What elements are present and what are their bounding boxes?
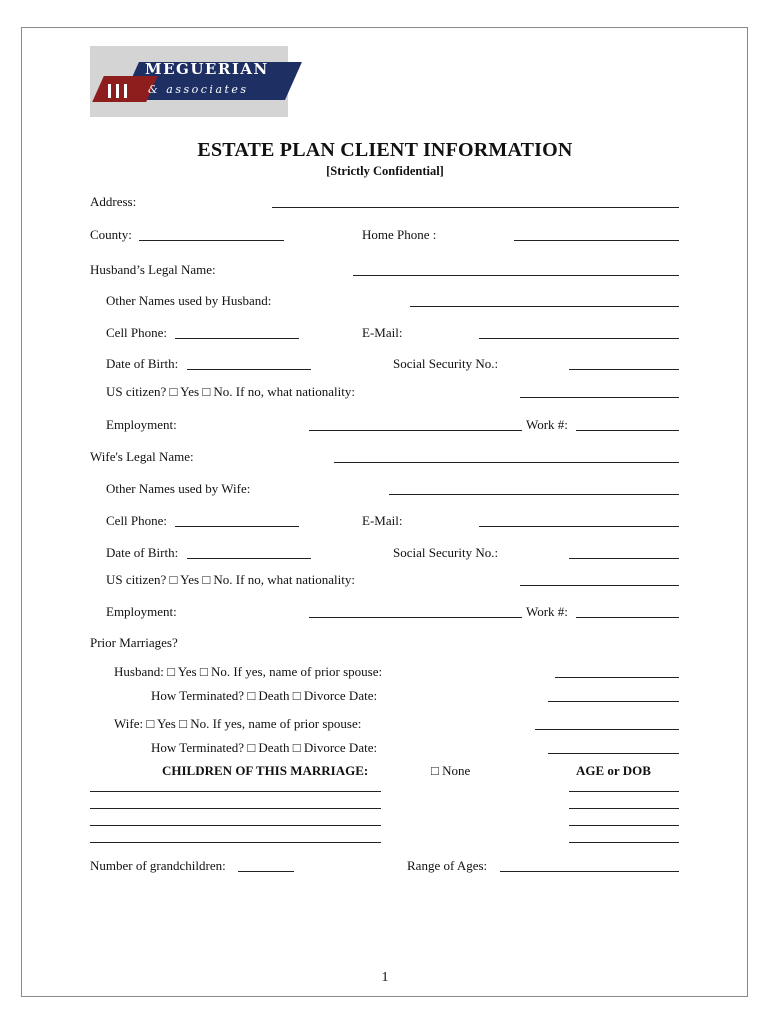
wife-other-names-field[interactable]	[389, 494, 679, 495]
wife-employment-field[interactable]	[309, 617, 522, 618]
husband-work-field[interactable]	[576, 430, 679, 431]
wife-terminated-label[interactable]: How Terminated? □ Death □ Divorce Date:	[151, 740, 378, 755]
logo-name: MEGUERIAN	[145, 60, 269, 78]
husband-legal-name-label: Husband’s Legal Name:	[90, 262, 216, 277]
grandchildren-label: Number of grandchildren:	[90, 858, 226, 873]
wife-other-names-label: Other Names used by Wife:	[106, 481, 251, 496]
child-name-field[interactable]	[90, 791, 381, 792]
wife-citizen-label[interactable]: US citizen? □ Yes □ No. If no, what nationality:	[106, 572, 355, 587]
children-none-checkbox[interactable]: □ None	[431, 763, 471, 778]
child-age-field[interactable]	[569, 842, 679, 843]
husband-ssn-label: Social Security No.:	[393, 356, 499, 371]
wife-work-label: Work #:	[526, 604, 568, 619]
form-subtitle: [Strictly Confidential]	[326, 164, 444, 178]
logo-column	[124, 84, 127, 98]
husband-dob-label: Date of Birth:	[106, 356, 179, 371]
child-name-field[interactable]	[90, 808, 381, 809]
address-label: Address:	[90, 194, 137, 209]
husband-dob-field[interactable]	[187, 369, 311, 370]
address-field[interactable]	[272, 207, 679, 208]
husband-other-names-label: Other Names used by Husband:	[106, 293, 272, 308]
wife-dob-field[interactable]	[187, 558, 311, 559]
county-field[interactable]	[139, 240, 284, 241]
logo-column	[116, 84, 119, 98]
wife-legal-name-field[interactable]	[334, 462, 679, 463]
wife-work-field[interactable]	[576, 617, 679, 618]
wife-prior-spouse-field[interactable]	[535, 729, 679, 730]
child-age-field[interactable]	[569, 791, 679, 792]
husband-other-names-field[interactable]	[410, 306, 679, 307]
wife-cell-label: Cell Phone:	[106, 513, 168, 528]
page-number: 1	[381, 970, 389, 985]
range-of-ages-label: Range of Ages:	[407, 858, 488, 873]
child-name-field[interactable]	[90, 842, 381, 843]
logo-column	[108, 84, 111, 98]
range-of-ages-field[interactable]	[500, 871, 679, 872]
child-age-field[interactable]	[569, 808, 679, 809]
husband-cell-label: Cell Phone:	[106, 325, 168, 340]
home-phone-label: Home Phone :	[362, 227, 437, 242]
child-age-field[interactable]	[569, 825, 679, 826]
wife-dob-label: Date of Birth:	[106, 545, 179, 560]
husband-work-label: Work #:	[526, 417, 568, 432]
logo-tagline: & associates	[148, 83, 249, 96]
wife-nationality-field[interactable]	[520, 585, 679, 586]
wife-terminated-date-field[interactable]	[548, 753, 679, 754]
grandchildren-field[interactable]	[238, 871, 294, 872]
age-dob-heading: AGE or DOB	[576, 763, 651, 778]
husband-ssn-field[interactable]	[569, 369, 679, 370]
wife-cell-field[interactable]	[175, 526, 299, 527]
county-label: County:	[90, 227, 132, 242]
husband-legal-name-field[interactable]	[353, 275, 679, 276]
children-heading: CHILDREN OF THIS MARRIAGE:	[162, 763, 369, 778]
home-phone-field[interactable]	[514, 240, 679, 241]
wife-legal-name-label: Wife's Legal Name:	[90, 449, 194, 464]
husband-employment-field[interactable]	[309, 430, 522, 431]
husband-citizen-label[interactable]: US citizen? □ Yes □ No. If no, what nationality:	[106, 384, 355, 399]
husband-nationality-field[interactable]	[520, 397, 679, 398]
husband-email-field[interactable]	[479, 338, 679, 339]
company-logo	[90, 46, 288, 117]
child-name-field[interactable]	[90, 825, 381, 826]
husband-email-label: E-Mail:	[362, 325, 403, 340]
husband-terminated-date-field[interactable]	[548, 701, 679, 702]
husband-prior-spouse-field[interactable]	[555, 677, 679, 678]
wife-ssn-field[interactable]	[569, 558, 679, 559]
wife-ssn-label: Social Security No.:	[393, 545, 499, 560]
prior-marriages-label: Prior Marriages?	[90, 635, 178, 650]
wife-prior-spouse-label[interactable]: Wife: □ Yes □ No. If yes, name of prior spouse:	[114, 716, 362, 731]
wife-email-label: E-Mail:	[362, 513, 403, 528]
form-title: ESTATE PLAN CLIENT INFORMATION	[197, 139, 573, 161]
husband-prior-spouse-label[interactable]: Husband: □ Yes □ No. If yes, name of prior spouse:	[114, 664, 383, 679]
husband-terminated-label[interactable]: How Terminated? □ Death □ Divorce Date:	[151, 688, 378, 703]
wife-email-field[interactable]	[479, 526, 679, 527]
husband-cell-field[interactable]	[175, 338, 299, 339]
husband-employment-label: Employment:	[106, 417, 177, 432]
wife-employment-label: Employment:	[106, 604, 177, 619]
